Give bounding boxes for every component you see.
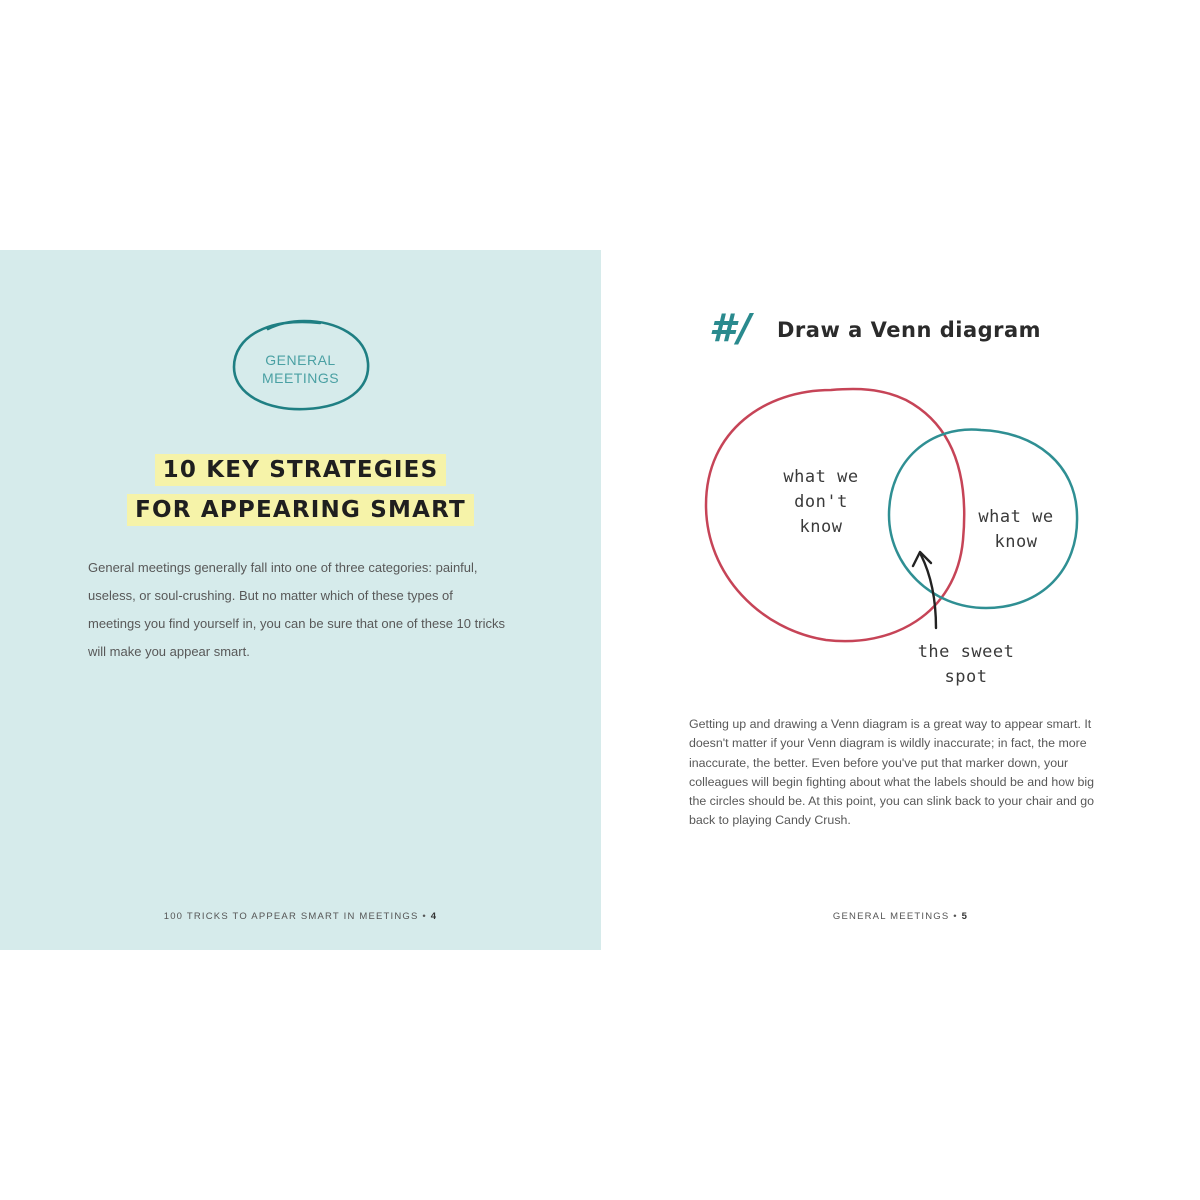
left-footer-title: 100 TRICKS TO APPEAR SMART IN MEETINGS (163, 911, 419, 922)
right-footer-separator: • (953, 911, 958, 922)
venn-label-left: what we don't know (783, 467, 859, 537)
left-page-number: 4 (430, 911, 438, 922)
body-paragraph: Getting up and drawing a Venn diagram is a great way to appear smart. It doesn't matter if your Venn diagram is wildly inaccurate; in fact, the more inaccurate, the better. Even before you've put that marker down, your colleagues will begin fighting about what the labels should be and how big the circles should be. At this point, you can slink back to your chair and go back to playing Candy Crush. (689, 717, 1095, 828)
page-headline (0, 450, 601, 530)
venn-diagram (691, 370, 1111, 700)
left-page (0, 250, 601, 950)
trick-heading: Draw a Venn diagram (777, 318, 1042, 342)
headline-line-2: FOR APPEARING SMART (127, 494, 474, 526)
right-page (601, 250, 1200, 950)
book-spread (0, 250, 1200, 950)
trick-number-icon: #/ (709, 306, 754, 350)
section-label: GENERAL MEETINGS (261, 352, 340, 386)
venn-label-right: what we know (978, 507, 1054, 552)
right-footer (601, 911, 1200, 922)
left-footer-separator: • (422, 911, 427, 922)
right-page-number: 5 (961, 911, 969, 922)
venn-label-sweet-spot: the sweet spot (917, 642, 1015, 687)
section-badge (228, 315, 376, 415)
right-footer-title: GENERAL MEETINGS (832, 911, 950, 922)
intro-paragraph: General meetings generally fall into one of three categories: painful, useless, or soul-crushing. But no matter which of these types of meetings you find yourself in, you can be sure that one of these 10 tricks will make you appear smart. (88, 560, 505, 659)
left-footer (0, 911, 601, 922)
headline-line-1: 10 KEY STRATEGIES (155, 454, 447, 486)
